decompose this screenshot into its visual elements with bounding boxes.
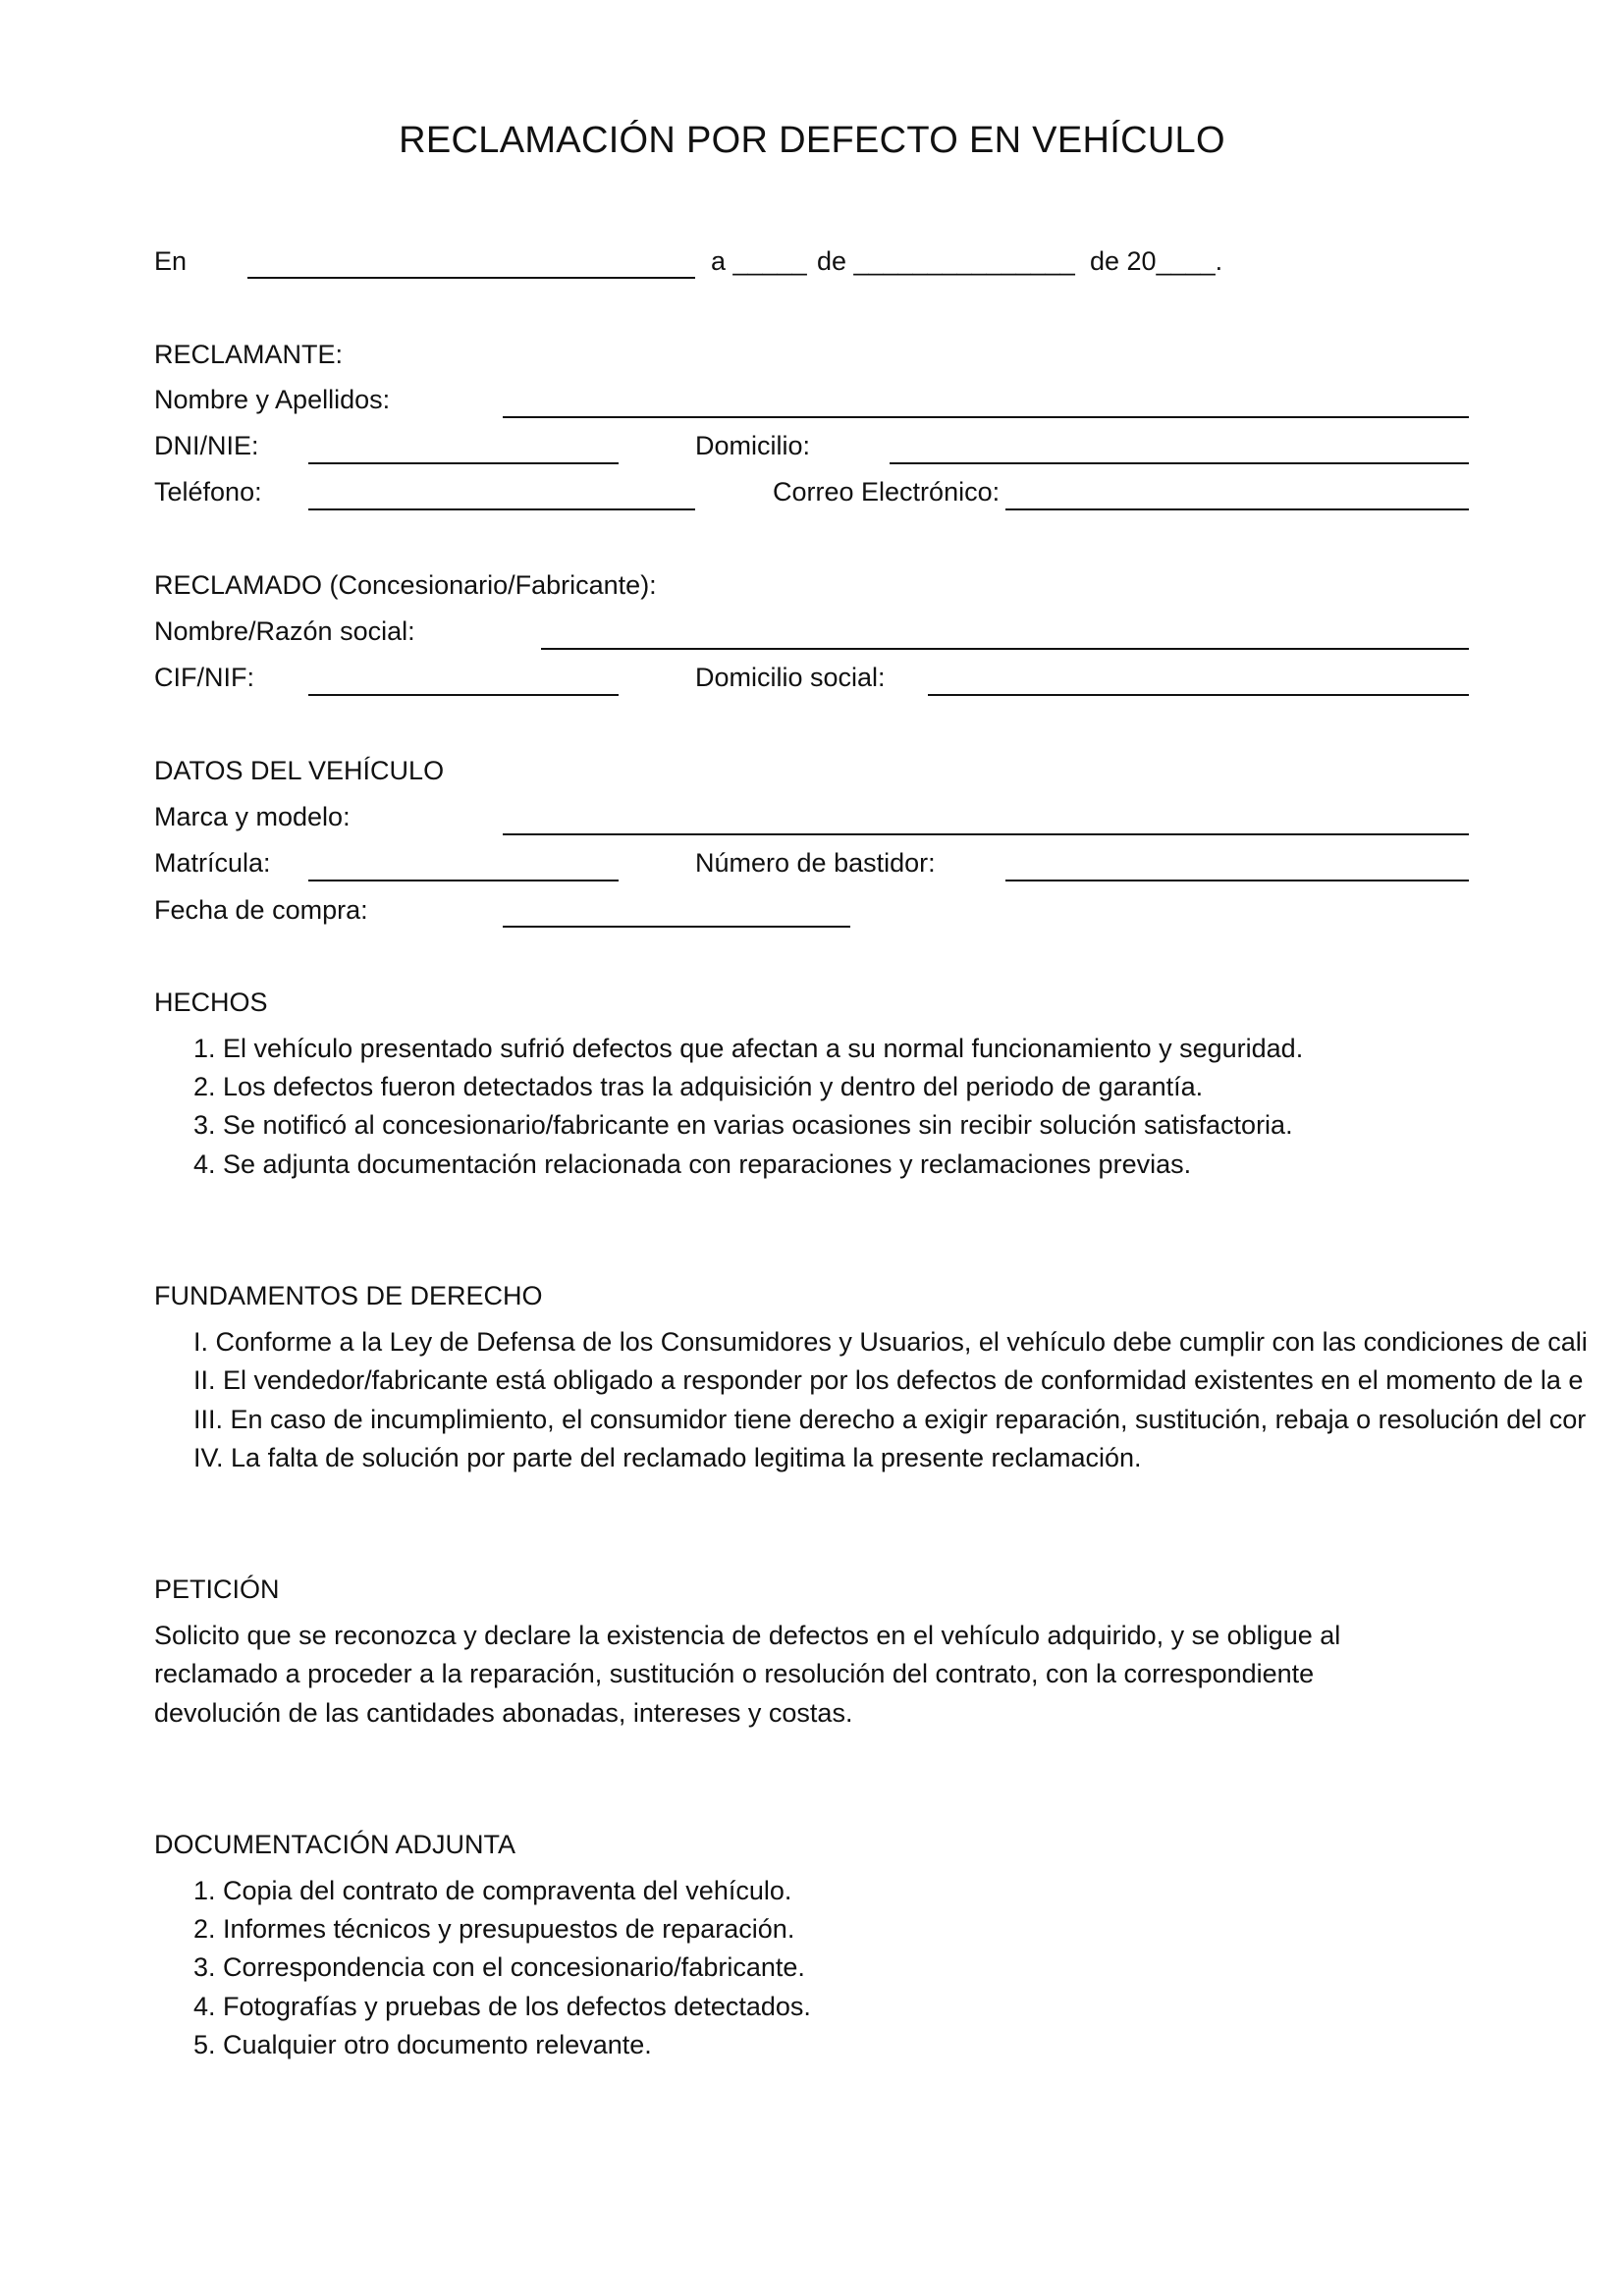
fundamentos-heading: FUNDAMENTOS DE DERECHO (154, 1281, 543, 1310)
documentacion-item: 3. Correspondencia con el concesionario/fabricante. (193, 1952, 805, 1982)
documentacion-item: 5. Cualquier otro documento relevante. (193, 2030, 652, 2059)
reclamado-nombre-line[interactable] (541, 648, 1469, 650)
reclamante-nombre-line[interactable] (503, 416, 1469, 418)
fundamentos-item: II. El vendedor/fabricante está obligado a responder por los defectos de conformidad existentes en el momento de la e (193, 1365, 1584, 1395)
vehiculo-bastidor-label: Número de bastidor: (695, 848, 936, 878)
fundamentos-item: I. Conforme a la Ley de Defensa de los Consumidores y Usuarios, el vehículo debe cumplir con las condiciones de cali (193, 1327, 1588, 1357)
fundamentos-item: III. En caso de incumplimiento, el consumidor tiene derecho a exigir reparación, sustitución, rebaja o resolución del cor (193, 1405, 1587, 1434)
hechos-item: 2. Los defectos fueron detectados tras la adquisición y dentro del periodo de garantía. (193, 1072, 1204, 1101)
hechos-item: 3. Se notificó al concesionario/fabricante en varias ocasiones sin recibir solución satisfactoria. (193, 1110, 1293, 1140)
reclamante-dni-line[interactable] (308, 462, 619, 464)
date-month-label: de _______________ (817, 246, 1075, 276)
documentacion-item: 4. Fotografías y pruebas de los defectos detectados. (193, 1992, 811, 2021)
vehiculo-heading: DATOS DEL VEHÍCULO (154, 756, 445, 785)
vehiculo-matricula-label: Matrícula: (154, 848, 271, 878)
reclamado-cif-label: CIF/NIF: (154, 663, 254, 692)
reclamante-domicilio-label: Domicilio: (695, 431, 811, 460)
reclamado-heading: RECLAMADO (Concesionario/Fabricante): (154, 570, 657, 600)
date-year-label: de 20____. (1090, 246, 1223, 276)
reclamante-heading: RECLAMANTE: (154, 340, 344, 369)
peticion-line: reclamado a proceder a la reparación, sustitución o resolución del contrato, con la correspondiente (154, 1659, 1315, 1688)
vehiculo-fecha-line[interactable] (503, 926, 850, 928)
vehiculo-marca-label: Marca y modelo: (154, 802, 351, 831)
vehiculo-marca-line[interactable] (503, 833, 1469, 835)
reclamante-nombre-label: Nombre y Apellidos: (154, 385, 391, 414)
reclamante-correo-line[interactable] (1005, 508, 1469, 510)
date-day-label: a _____ (711, 246, 807, 276)
reclamante-dni-label: DNI/NIE: (154, 431, 259, 460)
reclamado-cif-line[interactable] (308, 694, 619, 696)
reclamante-telefono-line[interactable] (308, 508, 695, 510)
reclamado-domicilio-label: Domicilio social: (695, 663, 886, 692)
documentacion-item: 2. Informes técnicos y presupuestos de reparación. (193, 1914, 795, 1944)
document-title: RECLAMACIÓN POR DEFECTO EN VEHÍCULO (399, 120, 1225, 161)
peticion-line: devolución de las cantidades abonadas, intereses y costas. (154, 1698, 853, 1728)
documentacion-heading: DOCUMENTACIÓN ADJUNTA (154, 1830, 516, 1859)
documentacion-item: 1. Copia del contrato de compraventa del vehículo. (193, 1876, 792, 1905)
date-en-label: En (154, 246, 188, 276)
reclamante-domicilio-line[interactable] (890, 462, 1469, 464)
hechos-item: 4. Se adjunta documentación relacionada con reparaciones y reclamaciones previas. (193, 1149, 1192, 1179)
place-blank-line[interactable] (247, 277, 695, 279)
vehiculo-matricula-line[interactable] (308, 880, 619, 881)
reclamante-telefono-label: Teléfono: (154, 477, 262, 507)
peticion-line: Solicito que se reconozca y declare la existencia de defectos en el vehículo adquirido, y se obligue al (154, 1621, 1341, 1650)
vehiculo-bastidor-line[interactable] (1005, 880, 1469, 881)
vehiculo-fecha-label: Fecha de compra: (154, 895, 368, 925)
hechos-heading: HECHOS (154, 988, 268, 1017)
fundamentos-item: IV. La falta de solución por parte del reclamado legitima la presente reclamación. (193, 1443, 1142, 1472)
reclamado-domicilio-line[interactable] (928, 694, 1469, 696)
peticion-heading: PETICIÓN (154, 1575, 280, 1604)
hechos-item: 1. El vehículo presentado sufrió defectos que afectan a su normal funcionamiento y seguridad. (193, 1034, 1304, 1063)
reclamante-correo-label: Correo Electrónico: (773, 477, 1001, 507)
reclamado-nombre-label: Nombre/Razón social: (154, 616, 415, 646)
